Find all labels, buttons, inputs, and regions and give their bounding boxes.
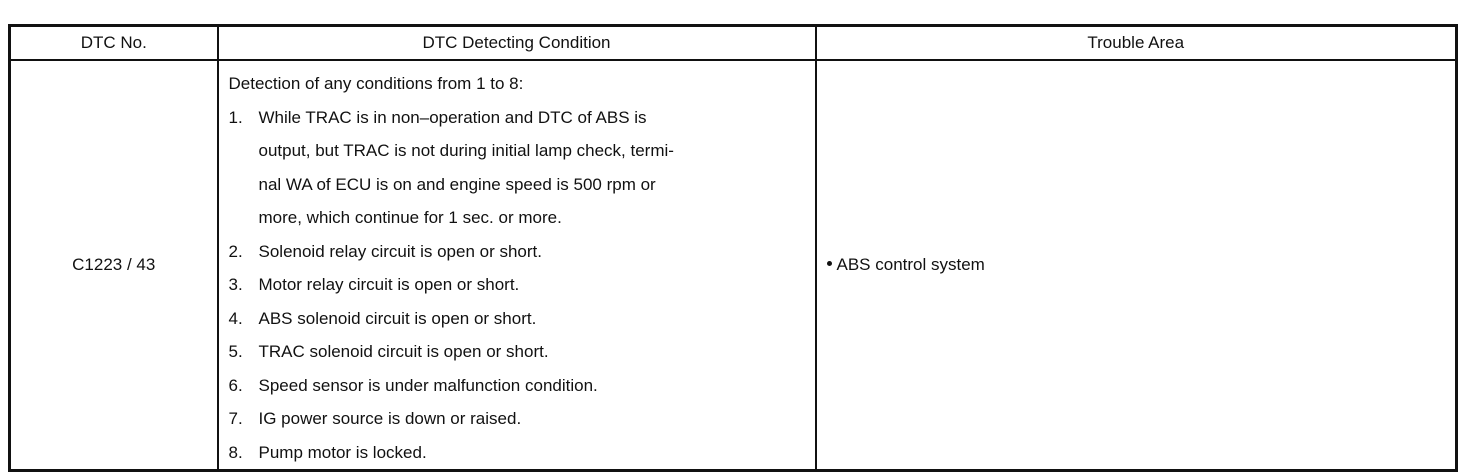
- trouble-area-text: ABS control system: [836, 255, 985, 274]
- condition-line: Motor relay circuit is open or short.: [258, 275, 520, 294]
- condition-text: [259, 402, 809, 436]
- condition-line: output, but TRAC is not during initial lamp check, termi-: [258, 141, 674, 160]
- condition-line: more, which continue for 1 sec. or more.: [258, 208, 562, 227]
- table-header: [10, 26, 1457, 61]
- detecting-condition-cell: [218, 60, 816, 471]
- condition-number: 5.: [228, 342, 243, 361]
- condition-item: [229, 436, 809, 470]
- condition-item: [229, 369, 809, 403]
- condition-number: 8.: [228, 442, 243, 462]
- condition-intro: Detection of any conditions from 1 to 8:: [228, 74, 524, 93]
- bullet-icon: [827, 261, 832, 266]
- header-dtc-no: DTC No.: [10, 26, 218, 61]
- condition-text: [259, 335, 809, 369]
- condition-item: [229, 101, 809, 235]
- condition-line: TRAC solenoid circuit is open or short.: [258, 342, 549, 361]
- condition-item: [229, 268, 809, 302]
- header-row: [10, 26, 1457, 61]
- dtc-table: [8, 24, 1458, 472]
- condition-number: 4.: [228, 308, 243, 328]
- condition-item: [229, 302, 809, 336]
- table-row: [10, 60, 1457, 471]
- condition-text: [259, 369, 809, 403]
- condition-line: Pump motor is locked.: [258, 442, 427, 462]
- condition-line: Speed sensor is under malfunction condition.: [258, 375, 598, 395]
- condition-line: Solenoid relay circuit is open or short.: [258, 241, 542, 261]
- condition-item: [229, 402, 809, 436]
- condition-item: [229, 335, 809, 369]
- condition-number: 3.: [228, 275, 243, 294]
- condition-line: nal WA of ECU is on and engine speed is 500 rpm or: [258, 174, 656, 194]
- condition-text: [259, 101, 809, 235]
- header-detecting-condition: DTC Detecting Condition: [218, 26, 816, 61]
- condition-number: 6.: [228, 375, 243, 395]
- condition-line: IG power source is down or raised.: [258, 409, 522, 428]
- condition-line: While TRAC is in non–operation and DTC of ABS is: [258, 107, 647, 127]
- condition-text: [259, 235, 809, 269]
- condition-text: [259, 436, 809, 470]
- condition-text: [259, 302, 809, 336]
- condition-line: ABS solenoid circuit is open or short.: [258, 308, 537, 328]
- condition-text: [259, 268, 809, 302]
- condition-list: [229, 101, 809, 470]
- trouble-area-cell: [816, 60, 1457, 471]
- dtc-code-cell: C1223 / 43: [10, 60, 218, 471]
- header-trouble-area: Trouble Area: [816, 26, 1457, 61]
- table-body: [10, 60, 1457, 471]
- condition-number: 2.: [228, 241, 243, 261]
- condition-number: 1.: [228, 107, 243, 127]
- condition-item: [229, 235, 809, 269]
- condition-number: 7.: [228, 409, 243, 428]
